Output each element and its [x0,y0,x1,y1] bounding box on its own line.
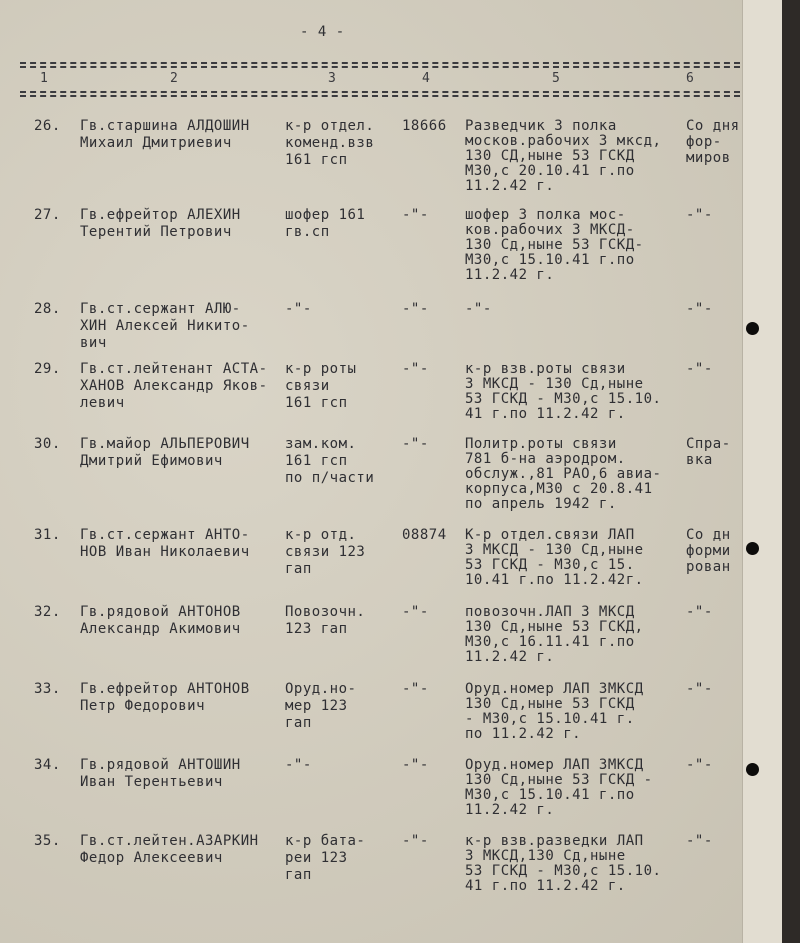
cell-position: к-р отд. [285,527,357,543]
cell-name: вич [80,335,107,351]
cell-position: Оруд.но- [285,681,357,697]
cell-service: Разведчик 3 полка [465,118,617,134]
cell-position: 161 гсп [285,395,348,411]
cell-num: 26. [34,118,61,134]
cell-position: шофер 161 [285,207,366,223]
cell-id: 18666 [402,118,447,134]
cell-service: 3 МКСД - 130 Сд,ныне [465,542,644,558]
cell-service: 53 ГСКД - М30,с 15.10. [465,863,662,879]
cell-num: 33. [34,681,61,697]
cell-position: к-р роты [285,361,357,377]
cell-note: -"- [686,207,713,223]
cell-service: 130 Сд,ныне 53 ГСКД - [465,772,653,788]
cell-service: к-р взв.роты связи [465,361,626,377]
cell-service: 11.2.42 г. [465,649,555,665]
cell-num: 28. [34,301,61,317]
cell-position: гап [285,561,312,577]
header-rule-top [20,62,740,64]
cell-service: К-р отдел.связи ЛАП [465,527,635,543]
header-rule-top-2 [20,66,740,68]
cell-name: ХИН Алексей Никито- [80,318,250,334]
cell-service: Оруд.номер ЛАП 3МКСД [465,757,644,773]
cell-name: Гв.ефрейтор АЛЕХИН [80,207,241,223]
cell-id: -"- [402,604,429,620]
cell-service: М30,с 15.10.41 г.по [465,252,635,268]
cell-service: корпуса,М30 с 20.8.41 [465,481,653,497]
cell-name: Дмитрий Ефимович [80,453,223,469]
cell-id: -"- [402,757,429,773]
cell-service: 130 Сд,ныне 53 ГСКД [465,696,635,712]
column-header-3: 3 [328,71,337,86]
cell-service: - М30,с 15.10.41 г. [465,711,635,727]
cell-service: 130 Сд,ныне 53 ГСКД, [465,619,644,635]
cell-position: к-р отдел. [285,118,375,134]
cell-note: -"- [686,681,713,697]
cell-note: рован [686,559,731,575]
paper-edge [742,0,783,943]
cell-service: 11.2.42 г. [465,802,555,818]
cell-position: реи 123 [285,850,348,866]
cell-service: по апрель 1942 г. [465,496,617,512]
cell-id: 08874 [402,527,447,543]
cell-note: миров [686,150,731,166]
cell-service: 130 Сд,ныне 53 ГСКД- [465,237,644,253]
cell-num: 35. [34,833,61,849]
cell-note: фор- [686,134,722,150]
cell-service: 41 г.по 11.2.42 г. [465,878,626,894]
cell-service: 3 МКСД,130 Сд,ныне [465,848,626,864]
cell-note: форми [686,543,731,559]
cell-service: к-р взв.разведки ЛАП [465,833,644,849]
cell-name: Петр Федорович [80,698,206,714]
cell-name: Гв.старшина АЛДОШИН [80,118,250,134]
cell-position: мер 123 [285,698,348,714]
cell-position: 123 гап [285,621,348,637]
cell-service: Оруд.номер ЛАП 3МКСД [465,681,644,697]
cell-service: М30,с 16.11.41 г.по [465,634,635,650]
cell-name: Гв.майор АЛЬПЕРОВИЧ [80,436,250,452]
cell-position: к-р бата- [285,833,366,849]
cell-position: по п/части [285,470,375,486]
cell-position: связи [285,378,330,394]
cell-service: москов.рабочих 3 мксд, [465,133,662,149]
cell-name: Федор Алексеевич [80,850,223,866]
cell-service: 11.2.42 г. [465,267,555,283]
cell-name: Александр Акимович [80,621,241,637]
cell-service: обслуж.,81 РАО,6 авиа- [465,466,662,482]
cell-id: -"- [402,361,429,377]
cell-name: Гв.ст.лейтенант АСТА- [80,361,268,377]
page-number: - 4 - [300,24,345,40]
cell-name: ХАНОВ Александр Яков- [80,378,268,394]
cell-name: Иван Терентьевич [80,774,223,790]
cell-note: Со дня [686,118,740,134]
punch-hole [746,322,759,335]
cell-position: связи 123 [285,544,366,560]
cell-note: Спра- [686,436,731,452]
cell-id: -"- [402,681,429,697]
cell-position: гап [285,715,312,731]
cell-num: 31. [34,527,61,543]
cell-name: Гв.ефрейтор АНТОНОВ [80,681,250,697]
cell-note: Со дн [686,527,731,543]
cell-position: гв.сп [285,224,330,240]
cell-num: 27. [34,207,61,223]
cell-service: -"- [465,301,492,317]
column-header-2: 2 [170,71,179,86]
cell-position: -"- [285,301,312,317]
cell-service: ков.рабочих 3 МКСД- [465,222,635,238]
cell-position: Повозочн. [285,604,366,620]
header-rule-bottom [20,91,740,93]
cell-note: -"- [686,604,713,620]
cell-name: Михаил Дмитриевич [80,135,232,151]
cell-position: 161 гсп [285,453,348,469]
cell-name: Гв.ст.лейтен.АЗАРКИН [80,833,259,849]
cell-service: М30,с 15.10.41 г.по [465,787,635,803]
cell-service: по 11.2.42 г. [465,726,582,742]
column-header-1: 1 [40,71,49,86]
cell-name: Гв.ст.сержант АНТО- [80,527,250,543]
cell-id: -"- [402,436,429,452]
cell-position: 161 гсп [285,152,348,168]
cell-note: -"- [686,361,713,377]
cell-service: повозочн.ЛАП 3 МКСД [465,604,635,620]
cell-name: Терентий Петрович [80,224,232,240]
cell-name: НОВ Иван Николаевич [80,544,250,560]
cell-service: 11.2.42 г. [465,178,555,194]
cell-service: 10.41 г.по 11.2.42г. [465,572,644,588]
cell-id: -"- [402,301,429,317]
punch-hole [746,542,759,555]
scan-border [782,0,800,943]
cell-note: -"- [686,301,713,317]
column-header-6: 6 [686,71,695,86]
cell-position: -"- [285,757,312,773]
punch-hole [746,763,759,776]
cell-service: Политр.роты связи [465,436,617,452]
cell-service: 41 г.по 11.2.42 г. [465,406,626,422]
cell-service: шофер 3 полка мос- [465,207,626,223]
cell-service: М30,с 20.10.41 г.по [465,163,635,179]
cell-note: -"- [686,833,713,849]
column-header-4: 4 [422,71,431,86]
cell-num: 29. [34,361,61,377]
header-rule-bottom-2 [20,95,740,97]
cell-num: 32. [34,604,61,620]
cell-name: Гв.рядовой АНТОШИН [80,757,241,773]
cell-name: Гв.ст.сержант АЛЮ- [80,301,241,317]
cell-num: 34. [34,757,61,773]
cell-note: вка [686,452,713,468]
cell-service: 781 б-на аэродром. [465,451,626,467]
cell-id: -"- [402,207,429,223]
cell-id: -"- [402,833,429,849]
column-header-5: 5 [552,71,561,86]
cell-position: гап [285,867,312,883]
cell-service: 3 МКСД - 130 Сд,ныне [465,376,644,392]
cell-name: Гв.рядовой АНТОНОВ [80,604,241,620]
cell-position: зам.ком. [285,436,357,452]
cell-num: 30. [34,436,61,452]
cell-service: 130 СД,ныне 53 ГСКД [465,148,635,164]
cell-service: 53 ГСКД - М30,с 15.10. [465,391,662,407]
cell-service: 53 ГСКД - М30,с 15. [465,557,635,573]
cell-position: коменд.взв [285,135,375,151]
cell-name: левич [80,395,125,411]
cell-note: -"- [686,757,713,773]
